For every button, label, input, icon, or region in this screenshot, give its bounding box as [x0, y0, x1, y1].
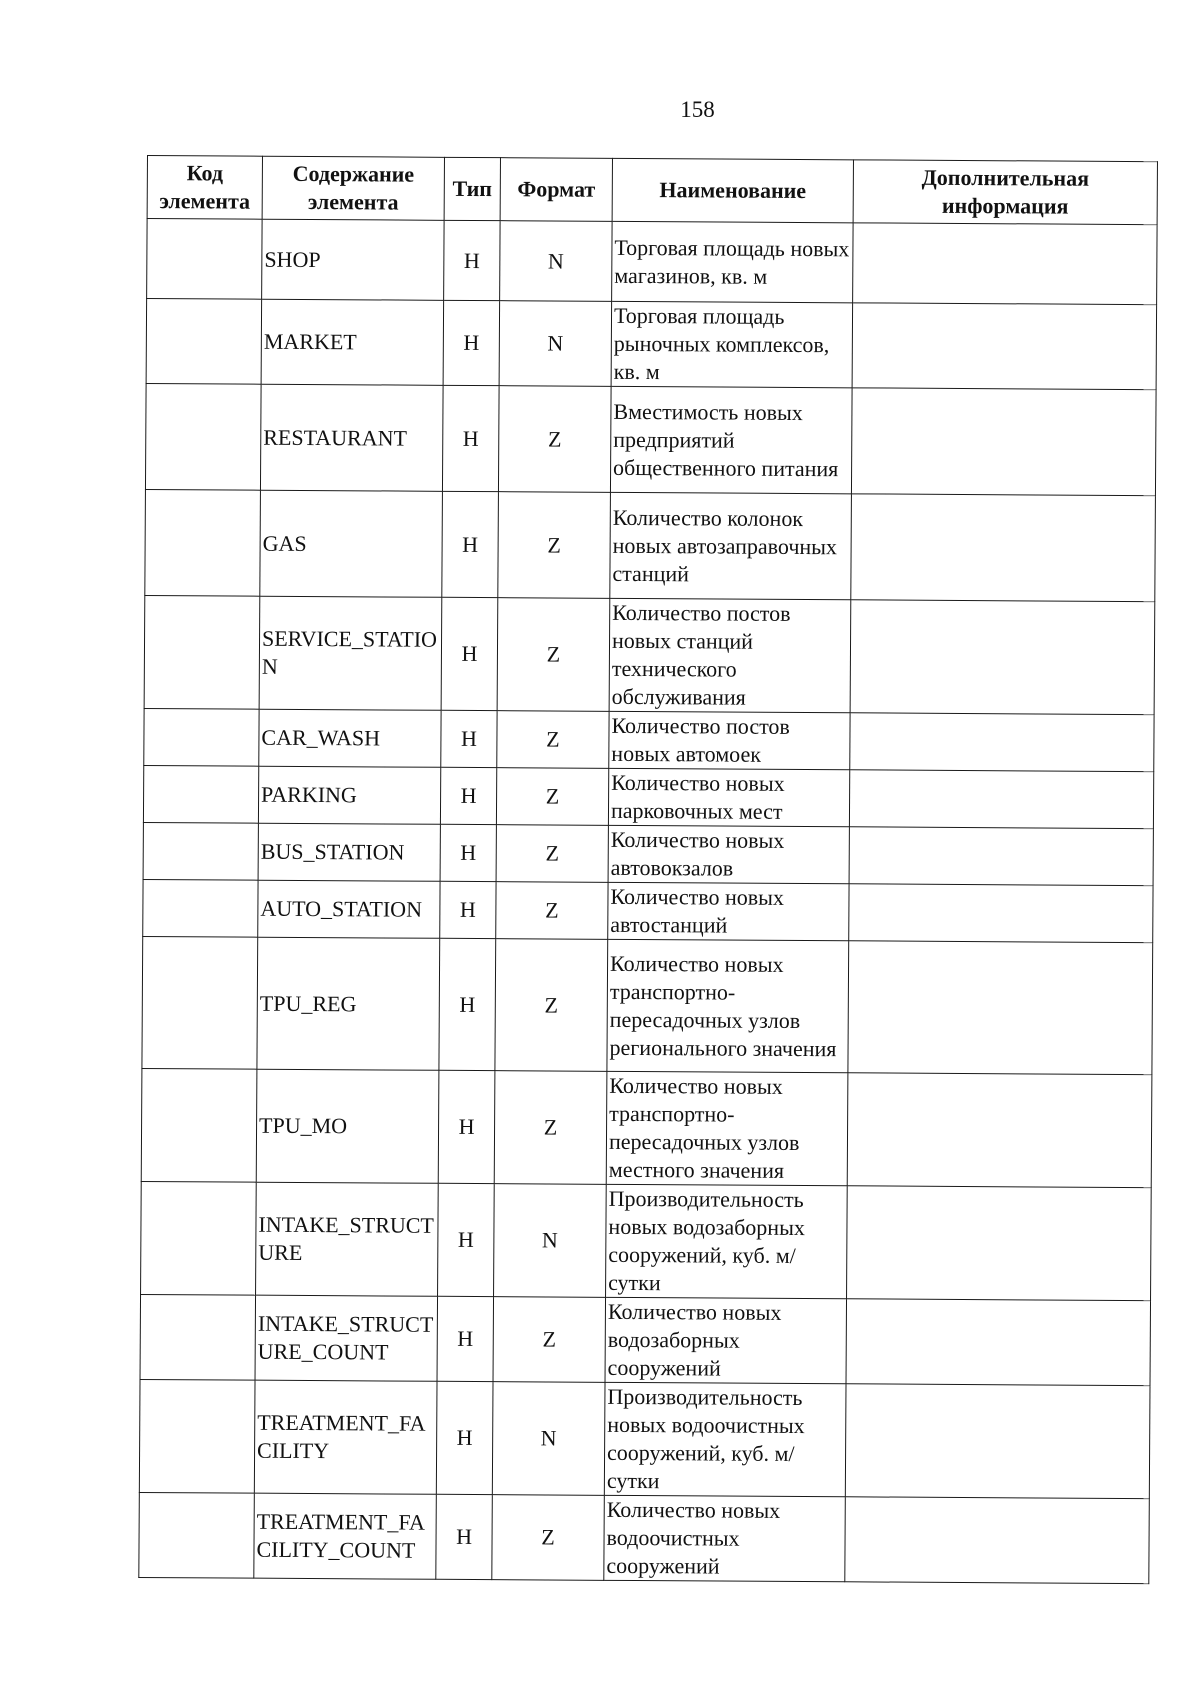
- cell-content: RESTAURANT: [260, 384, 443, 491]
- cell-code: [140, 1294, 256, 1380]
- cell-format: N: [492, 1382, 605, 1496]
- cell-content: SERVICE_STATION: [259, 596, 442, 710]
- cell-format: Z: [492, 1495, 605, 1581]
- cell-type: H: [440, 881, 496, 938]
- cell-type: H: [436, 1381, 493, 1494]
- cell-code: [142, 936, 258, 1069]
- cell-type: H: [443, 300, 500, 385]
- cell-extra: [849, 827, 1153, 886]
- cell-code: [145, 383, 261, 490]
- cell-content: GAS: [260, 490, 443, 597]
- cell-format: N: [500, 221, 612, 302]
- cell-content: MARKET: [261, 299, 444, 385]
- cell-code: [146, 299, 262, 385]
- cell-name: Торговая площадь новых магазинов, кв. м: [612, 221, 853, 302]
- cell-type: H: [440, 767, 496, 824]
- cell-format: Z: [497, 711, 609, 769]
- header-format: Формат: [500, 158, 612, 222]
- cell-format: N: [499, 301, 612, 387]
- cell-extra: [847, 1073, 1152, 1188]
- cell-code: [139, 1379, 255, 1493]
- cell-format: Z: [493, 1297, 606, 1383]
- cell-name: Количество новых автовокзалов: [608, 825, 849, 883]
- cell-format: Z: [494, 1071, 607, 1185]
- cell-name: Производительность новых водозаборных сооружений, куб. м/сутки: [606, 1184, 848, 1298]
- table-body: [139, 219, 1157, 1584]
- cell-type: H: [444, 220, 500, 300]
- elements-table: [138, 155, 1158, 1584]
- cell-extra: [849, 770, 1153, 829]
- cell-type: H: [438, 1183, 495, 1296]
- cell-extra: [849, 884, 1153, 943]
- cell-name: Количество новых водозаборных сооружений: [605, 1297, 847, 1383]
- table-row: [140, 1294, 1151, 1385]
- cell-extra: [851, 388, 1156, 496]
- cell-content: PARKING: [258, 766, 440, 824]
- table-row: [143, 822, 1153, 885]
- cell-type: H: [442, 491, 499, 597]
- cell-type: H: [438, 1070, 495, 1183]
- cell-type: H: [442, 385, 499, 491]
- cell-extra: [852, 303, 1157, 390]
- elements-table-container: [138, 155, 1157, 1584]
- cell-content: TREATMENT_FACILITY: [254, 1380, 437, 1494]
- header-code: Код элемента: [147, 156, 262, 220]
- cell-content: INTAKE_STRUCTURE: [256, 1182, 439, 1296]
- table-row: [144, 595, 1155, 714]
- cell-type: H: [440, 824, 496, 881]
- table-row: [146, 299, 1157, 390]
- cell-name: Количество колонок новых автозаправочных станций: [610, 492, 852, 599]
- page-number: 158: [680, 97, 715, 122]
- cell-format: Z: [497, 598, 610, 712]
- cell-extra: [845, 1497, 1150, 1584]
- cell-format: N: [494, 1184, 607, 1298]
- cell-name: Количество постов новых автомоек: [609, 711, 850, 769]
- header-type: Тип: [444, 157, 500, 220]
- table-row: [141, 1068, 1152, 1187]
- cell-code: [147, 219, 262, 300]
- cell-type: H: [439, 938, 496, 1070]
- table-row: [147, 219, 1157, 305]
- cell-extra: [848, 941, 1153, 1075]
- cell-type: H: [441, 710, 497, 767]
- cell-extra: [850, 713, 1154, 772]
- cell-format: Z: [496, 825, 608, 883]
- cell-format: Z: [495, 939, 608, 1072]
- cell-type: H: [436, 1494, 493, 1579]
- cell-code: [143, 822, 258, 880]
- table-row: [141, 1181, 1152, 1300]
- cell-format: Z: [496, 882, 608, 940]
- cell-format: Z: [496, 768, 608, 826]
- cell-code: [143, 879, 258, 937]
- cell-name: Количество новых автостанций: [608, 882, 849, 940]
- cell-code: [141, 1068, 257, 1182]
- cell-name: Торговая площадь рыночных комплексов, кв. м: [611, 301, 853, 387]
- table-row: [143, 765, 1153, 828]
- table-row: [139, 1379, 1150, 1498]
- table-header-row: [147, 156, 1157, 225]
- table-row: [145, 489, 1156, 601]
- cell-content: CAR_WASH: [259, 709, 441, 767]
- cell-content: AUTO_STATION: [258, 880, 440, 938]
- cell-content: SHOP: [262, 219, 444, 300]
- cell-extra: [845, 1384, 1150, 1499]
- table-row: [144, 708, 1154, 771]
- cell-content: TREATMENT_FACILITY_COUNT: [254, 1493, 437, 1579]
- cell-name: Количество новых транспортно-пересадочных узлов регионального значения: [607, 939, 849, 1072]
- cell-content: TPU_MO: [256, 1069, 439, 1183]
- cell-name: Количество новых транспортно-пересадочных узлов местного значения: [606, 1071, 848, 1185]
- cell-name: Количество новых водоочистных сооружений: [604, 1495, 846, 1581]
- cell-format: Z: [498, 492, 611, 599]
- cell-extra: [847, 1186, 1152, 1301]
- cell-code: [139, 1492, 255, 1578]
- cell-name: Производительность новых водоочистных сооружений, куб. м/сутки: [604, 1382, 846, 1496]
- table-row: [143, 879, 1153, 942]
- cell-extra: [846, 1299, 1151, 1386]
- cell-extra: [851, 494, 1156, 602]
- cell-code: [145, 489, 261, 596]
- cell-name: Вместимость новых предприятий общественного питания: [610, 386, 852, 493]
- header-name: Наименование: [612, 158, 853, 222]
- cell-format: Z: [498, 386, 611, 493]
- cell-type: H: [437, 1296, 494, 1381]
- header-content: Содержание элемента: [262, 156, 444, 220]
- table-row: [142, 936, 1153, 1074]
- cell-name: Количество новых парковочных мест: [608, 768, 849, 826]
- cell-content: INTAKE_STRUCTURE_COUNT: [255, 1295, 438, 1381]
- cell-extra: [850, 600, 1155, 715]
- header-extra: Дополнительная информация: [853, 160, 1157, 225]
- cell-code: [144, 708, 259, 766]
- cell-code: [143, 765, 258, 823]
- table-row: [145, 383, 1156, 495]
- cell-code: [144, 595, 260, 709]
- table-row: [139, 1492, 1150, 1583]
- cell-type: H: [441, 597, 498, 710]
- cell-content: BUS_STATION: [258, 823, 440, 881]
- cell-name: Количество постов новых станций технического обслуживания: [609, 598, 851, 712]
- cell-content: TPU_REG: [257, 937, 440, 1070]
- cell-code: [141, 1181, 257, 1295]
- cell-extra: [853, 223, 1157, 305]
